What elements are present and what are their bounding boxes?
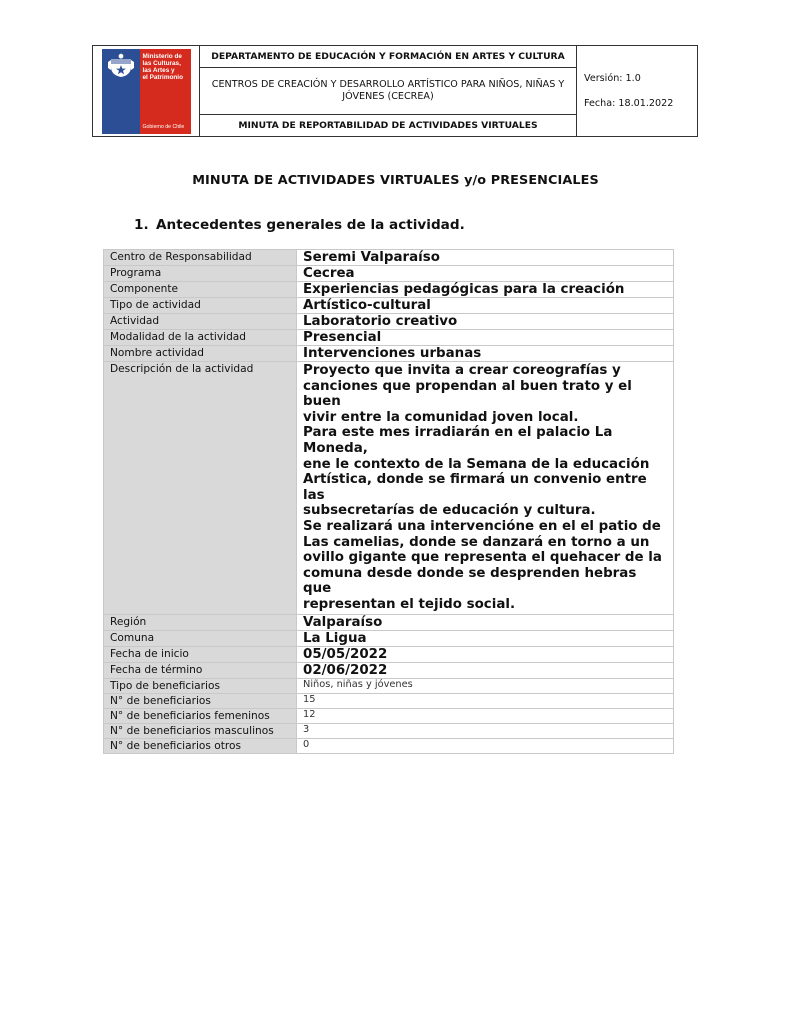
row-label: Tipo de actividad	[104, 298, 297, 314]
table-row	[104, 266, 674, 282]
description-text	[297, 362, 674, 615]
row-label: Nombre actividad	[104, 346, 297, 362]
coat-of-arms-icon	[107, 53, 135, 79]
row-value: 05/05/2022	[297, 646, 674, 662]
table-row	[104, 630, 674, 646]
table-row	[104, 614, 674, 630]
table-row	[104, 314, 674, 330]
row-value: Niños, niñas y jóvenes	[297, 678, 674, 693]
logo-red-panel	[140, 49, 191, 134]
version-label: Versión: 1.0	[584, 73, 641, 84]
header-meta	[577, 46, 697, 136]
description-line: Para este mes irradiarán en el palacio La Moneda,	[303, 425, 613, 456]
row-label: Fecha de término	[104, 662, 297, 678]
row-label: N° de beneficiarios otros	[104, 738, 297, 753]
table-row	[104, 738, 674, 753]
row-label: N° de beneficiarios femeninos	[104, 708, 297, 723]
ministry-logo	[102, 49, 191, 134]
table-row	[104, 346, 674, 362]
description-line: subsecretarías de educación y cultura.	[303, 503, 596, 519]
description-line: comuna desde donde se desprenden hebras que	[303, 565, 637, 597]
row-label: N° de beneficiarios masculinos	[104, 723, 297, 738]
row-label: Descripción de la actividad	[104, 362, 297, 615]
activity-table	[103, 249, 674, 754]
table-row	[104, 678, 674, 693]
description-row	[104, 362, 674, 615]
date-label: Fecha: 18.01.2022	[584, 98, 674, 109]
row-value: Experiencias pedagógicas para la creación	[297, 282, 674, 298]
program-name: CENTROS DE CREACIÓN Y DESARROLLO ARTÍSTICO PARA NIÑOS, NIÑAS Y JÓVENES (CECREA)	[200, 68, 576, 115]
table-row	[104, 693, 674, 708]
table-row	[104, 646, 674, 662]
row-value: 3	[297, 723, 674, 738]
description-line: ene le contexto de la Semana de la educación	[303, 456, 650, 472]
row-value: 15	[297, 693, 674, 708]
document-title: MINUTA DE ACTIVIDADES VIRTUALES y/o PRESENCIALES	[192, 173, 599, 188]
row-value: 12	[297, 708, 674, 723]
row-label: Fecha de inicio	[104, 646, 297, 662]
government-label: Gobierno de Chile	[142, 123, 185, 130]
document-header	[92, 45, 698, 137]
row-value: Artístico-cultural	[297, 298, 674, 314]
doc-type: MINUTA DE REPORTABILIDAD DE ACTIVIDADES VIRTUALES	[238, 120, 538, 131]
table-row	[104, 330, 674, 346]
row-value: Laboratorio creativo	[297, 314, 674, 330]
description-line: canciones que propendan al buen trato y el buen	[303, 378, 632, 410]
table-row	[104, 282, 674, 298]
header-center	[200, 46, 577, 136]
description-line: representan el tejido social.	[303, 596, 516, 612]
logo-blue-panel	[102, 49, 140, 134]
row-value: Seremi Valparaíso	[297, 250, 674, 266]
table-row	[104, 662, 674, 678]
row-label: Actividad	[104, 314, 297, 330]
section-title-text: Antecedentes generales de la actividad.	[156, 217, 465, 233]
logo-cell	[93, 46, 200, 136]
row-value: La Ligua	[297, 630, 674, 646]
row-value: 02/06/2022	[297, 662, 674, 678]
table-row	[104, 250, 674, 266]
row-label: N° de beneficiarios	[104, 693, 297, 708]
department-name: DEPARTAMENTO DE EDUCACIÓN Y FORMACIÓN EN ARTES Y CULTURA	[200, 46, 576, 68]
section-number: 1.	[134, 217, 149, 233]
row-value: Cecrea	[297, 266, 674, 282]
description-line: Las camelias, donde se danzará en torno a un	[303, 534, 650, 550]
table-row	[104, 298, 674, 314]
row-value: 0	[297, 738, 674, 753]
row-value: Intervenciones urbanas	[297, 346, 674, 362]
description-line: vivir entre la comunidad joven local.	[303, 409, 579, 425]
description-line: ovillo gigante que representa el quehacer de la	[303, 550, 662, 566]
description-line: Proyecto que invita a crear coreografías y	[303, 363, 621, 378]
row-label: Componente	[104, 282, 297, 298]
table-row	[104, 708, 674, 723]
row-label: Centro de Responsabilidad	[104, 250, 297, 266]
section-heading	[134, 217, 465, 233]
row-label: Comuna	[104, 630, 297, 646]
row-label: Tipo de beneficiarios	[104, 678, 297, 693]
row-label: Región	[104, 614, 297, 630]
description-line: Se realizará una intervencióne en el el patio de	[303, 518, 661, 534]
row-value: Presencial	[297, 330, 674, 346]
ministry-name: Ministerio de las Culturas, las Artes y el Patrimonio	[142, 52, 183, 82]
row-label: Programa	[104, 266, 297, 282]
row-label: Modalidad de la actividad	[104, 330, 297, 346]
row-value: Valparaíso	[297, 614, 674, 630]
table-row	[104, 723, 674, 738]
description-line: Artística, donde se firmará un convenio entre las	[303, 472, 647, 503]
